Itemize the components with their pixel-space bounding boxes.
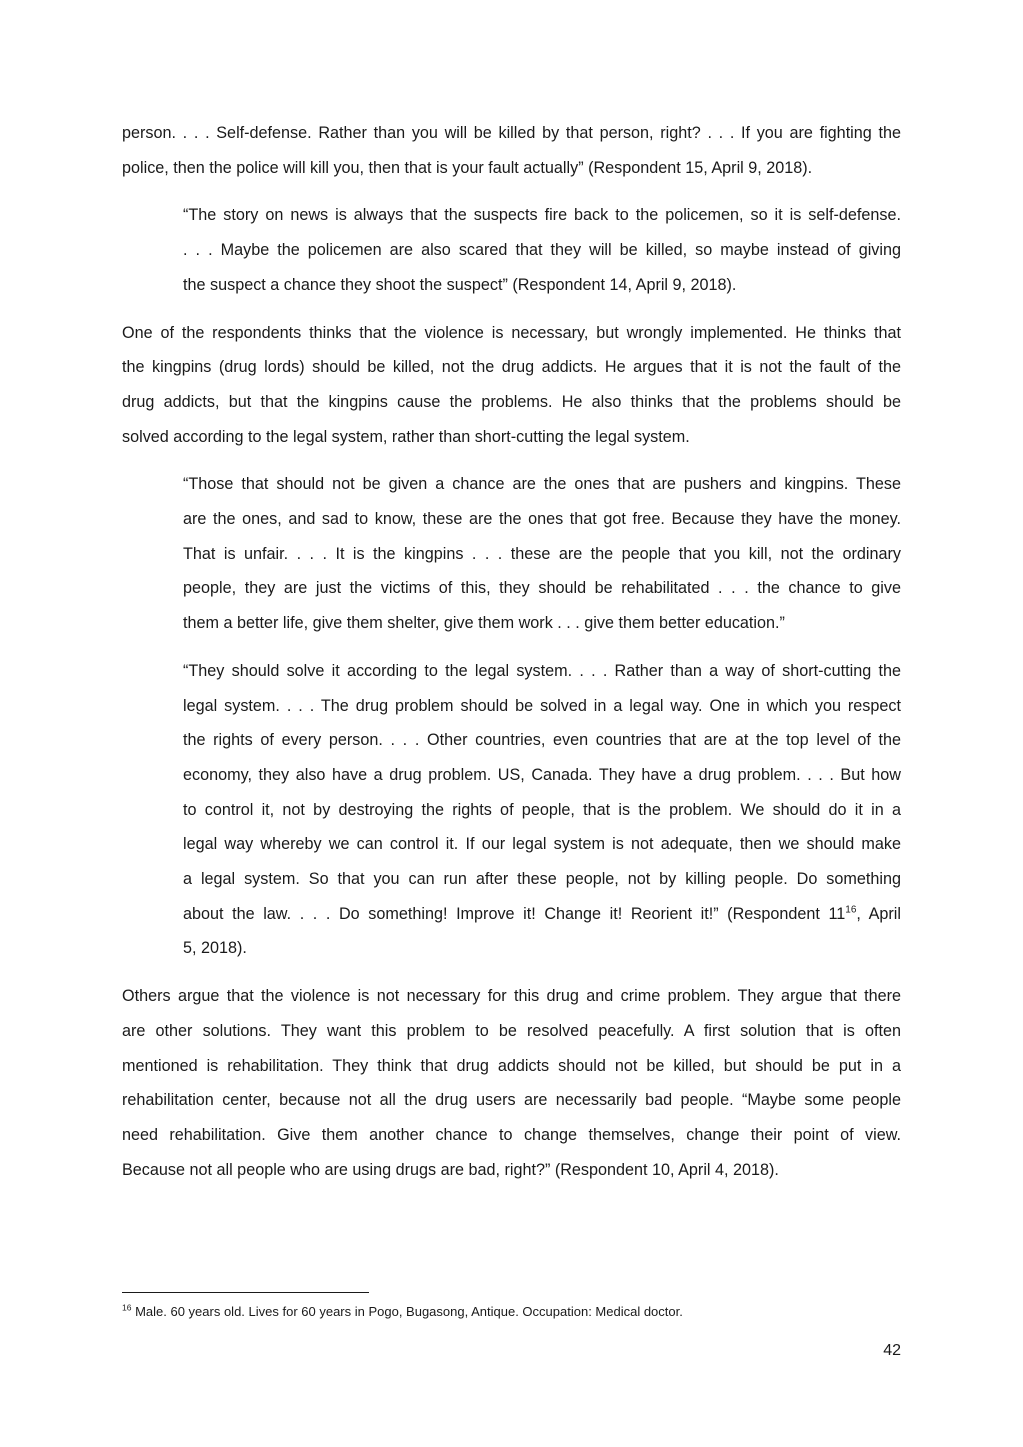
text-line: “Those that should not be given a chance are the ones that are pushers and kingpins. These: [183, 475, 901, 494]
text-line: [183, 897, 901, 932]
text-line: person. . . . Self-defense. Rather than you will be killed by that person, right? . . . If you are fighting the: [122, 124, 901, 142]
text-line: . . . Maybe the policemen are also scared that they will be killed, so maybe instead of giving: [183, 241, 901, 260]
text-line: them a better life, give them shelter, give them work . . . give them better education.”: [183, 614, 785, 633]
block-quote: [183, 467, 901, 641]
text-line: “They should solve it according to the legal system. . . . Rather than a way of short-cutting the: [183, 661, 901, 680]
footnote-text: Male. 60 years old. Lives for 60 years in Pogo, Bugasong, Antique. Occupation: Medical doctor.: [131, 1304, 683, 1319]
text-line: legal way whereby we can control it. If our legal system is not adequate, then we should make: [183, 835, 901, 854]
text-line: mentioned is rehabilitation. They think that drug addicts should not be killed, but should be put in a: [122, 1056, 901, 1075]
paragraph: [122, 116, 901, 185]
paragraph: [122, 979, 901, 1187]
line-text: about the law. . . . Do something! Improve it! Change it! Reorient it!” (Respondent 11: [183, 904, 846, 923]
text-line: people, they are just the victims of this, they should be rehabilitated . . . the chance to give: [183, 579, 901, 598]
footnote-separator: [122, 1292, 369, 1293]
text-line: drug addicts, but that the kingpins cause the problems. He also thinks that the problems should be: [122, 392, 901, 411]
text-line: Others argue that the violence is not necessary for this drug and crime problem. They argue that there: [122, 987, 901, 1006]
text-line: to control it, not by destroying the rights of people, that is the problem. We should do it in a: [183, 800, 901, 819]
footnote-marker: 16: [122, 1302, 132, 1313]
text-line: the suspect a chance they shoot the suspect” (Respondent 14, April 9, 2018).: [183, 275, 737, 294]
text-line: solved according to the legal system, rather than short-cutting the legal system.: [122, 427, 690, 446]
block-quote: [183, 654, 901, 966]
paragraph: [122, 316, 901, 455]
text-line: the rights of every person. . . . Other countries, even countries that are at the top level of the: [183, 731, 901, 750]
text-line: “The story on news is always that the suspects fire back to the policemen, so it is self-defense.: [183, 206, 901, 225]
text-line: a legal system. So that you can run after these people, not by killing people. Do something: [183, 870, 901, 889]
text-line: are the ones, and sad to know, these are the ones that got free. Because they have the money.: [183, 510, 901, 529]
text-line: need rehabilitation. Give them another chance to change themselves, change their point of view.: [122, 1125, 901, 1144]
line-text-after-ref: , April: [856, 904, 901, 923]
block-quote: [183, 198, 901, 302]
text-line: 5, 2018).: [183, 939, 247, 958]
footnote-reference: 16: [845, 904, 857, 916]
footnote: [122, 1303, 683, 1321]
text-line: Because not all people who are using drugs are bad, right?” (Respondent 10, April 4, 2018).: [122, 1160, 779, 1179]
text-line: legal system. . . . The drug problem should be solved in a legal way. One in which you respect: [183, 696, 901, 715]
text-line: are other solutions. They want this problem to be resolved peacefully. A first solution that is often: [122, 1021, 901, 1040]
page-number: 42: [883, 1342, 901, 1359]
text-line: police, then the police will kill you, then that is your fault actually” (Respondent 15, April 9, 2018).: [122, 158, 813, 177]
text-line: That is unfair. . . . It is the kingpins . . . these are the people that you kill, not the ordinary: [183, 544, 901, 563]
text-line: One of the respondents thinks that the violence is necessary, but wrongly implemented. He thinks that: [122, 323, 901, 342]
body-text: [122, 116, 901, 1200]
text-line: rehabilitation center, because not all the drug users are necessarily bad people. “Maybe some people: [122, 1091, 901, 1110]
text-line: economy, they also have a drug problem. US, Canada. They have a drug problem. . . . But how: [183, 765, 901, 784]
text-line: the kingpins (drug lords) should be killed, not the drug addicts. He argues that it is not the fault of the: [122, 358, 901, 377]
